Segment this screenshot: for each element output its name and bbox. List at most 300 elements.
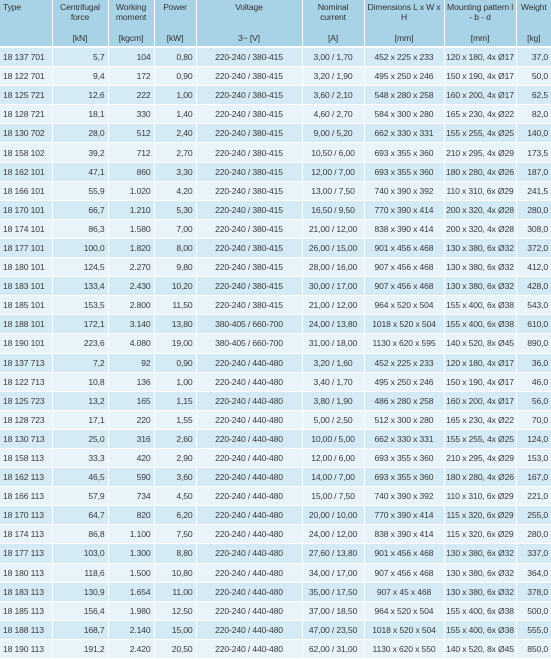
cell-power: 13,80 [154, 315, 196, 334]
cell-mounting-pattern: 110 x 310, 6x Ø29 [444, 181, 516, 200]
cell-dimensions: 693 x 355 x 360 [364, 468, 444, 487]
table-row [0, 143, 551, 162]
cell-power: 2,60 [154, 429, 196, 448]
cell-centrifugal-force: 124,5 [52, 258, 108, 277]
cell-mounting-pattern: 180 x 280, 4x Ø26 [444, 468, 516, 487]
cell-voltage: 220-240 / 440-480 [196, 487, 302, 506]
cell-working-moment: 590 [108, 468, 154, 487]
cell-nominal-current: 3,60 / 2,10 [302, 86, 364, 105]
cell-working-moment: 1.020 [108, 181, 154, 200]
cell-power: 9,80 [154, 258, 196, 277]
cell-type: 18 185 113 [0, 601, 52, 620]
cell-power: 3,60 [154, 468, 196, 487]
table-row [0, 391, 551, 410]
cell-type: 18 177 113 [0, 544, 52, 563]
cell-mounting-pattern: 155 x 400, 6x Ø38 [444, 315, 516, 334]
table-row [0, 601, 551, 620]
cell-voltage: 220-240 / 380-415 [196, 277, 302, 296]
cell-centrifugal-force: 25,0 [52, 429, 108, 448]
cell-dimensions: 770 x 390 x 414 [364, 200, 444, 219]
table-row [0, 181, 551, 200]
cell-type: 18 183 101 [0, 277, 52, 296]
cell-dimensions: 740 x 390 x 392 [364, 487, 444, 506]
cell-power: 1,40 [154, 105, 196, 124]
cell-weight: 255,0 [516, 506, 551, 525]
cell-mounting-pattern: 115 x 320, 6x Ø29 [444, 506, 516, 525]
cell-power: 0,90 [154, 353, 196, 372]
table-row [0, 105, 551, 124]
table-row [0, 296, 551, 315]
cell-weight: 850,0 [516, 639, 551, 658]
col-header-mounting-pattern: Mounting pattern l - b - d [444, 0, 516, 32]
cell-power: 10,20 [154, 277, 196, 296]
cell-type: 18 190 113 [0, 639, 52, 658]
unit-power: [kW] [154, 32, 196, 47]
cell-dimensions: 964 x 520 x 504 [364, 296, 444, 315]
cell-voltage: 220-240 / 440-480 [196, 563, 302, 582]
table-row [0, 563, 551, 582]
table-row [0, 162, 551, 181]
cell-type: 18 137 701 [0, 47, 52, 67]
cell-dimensions: 1130 x 620 x 595 [364, 334, 444, 353]
cell-dimensions: 770 x 390 x 414 [364, 506, 444, 525]
cell-weight: 36,0 [516, 353, 551, 372]
cell-voltage: 220-240 / 440-480 [196, 448, 302, 467]
header-row [0, 0, 551, 32]
cell-weight: 412,0 [516, 258, 551, 277]
cell-centrifugal-force: 39,2 [52, 143, 108, 162]
table-row [0, 525, 551, 544]
cell-voltage: 220-240 / 440-480 [196, 410, 302, 429]
unit-working-moment: [kgcm] [108, 32, 154, 47]
cell-voltage: 220-240 / 440-480 [196, 353, 302, 372]
cell-weight: 37,0 [516, 47, 551, 67]
cell-weight: 56,0 [516, 391, 551, 410]
cell-centrifugal-force: 64,7 [52, 506, 108, 525]
cell-dimensions: 662 x 330 x 331 [364, 429, 444, 448]
cell-type: 18 137 713 [0, 353, 52, 372]
cell-centrifugal-force: 18,1 [52, 105, 108, 124]
cell-centrifugal-force: 168,7 [52, 620, 108, 639]
table-row [0, 238, 551, 257]
cell-dimensions: 1018 x 520 x 504 [364, 620, 444, 639]
cell-power: 8,00 [154, 238, 196, 257]
cell-dimensions: 452 x 225 x 233 [364, 353, 444, 372]
table-row [0, 86, 551, 105]
cell-type: 18 162 101 [0, 162, 52, 181]
cell-type: 18 128 721 [0, 105, 52, 124]
cell-power: 0,90 [154, 67, 196, 86]
cell-mounting-pattern: 130 x 380, 6x Ø32 [444, 277, 516, 296]
table-row [0, 258, 551, 277]
cell-working-moment: 1.210 [108, 200, 154, 219]
cell-mounting-pattern: 130 x 380, 6x Ø32 [444, 582, 516, 601]
cell-working-moment: 420 [108, 448, 154, 467]
cell-centrifugal-force: 103,0 [52, 544, 108, 563]
cell-mounting-pattern: 130 x 380, 6x Ø32 [444, 544, 516, 563]
cell-type: 18 158 102 [0, 143, 52, 162]
cell-weight: 364,0 [516, 563, 551, 582]
cell-power: 4,20 [154, 181, 196, 200]
cell-mounting-pattern: 155 x 255, 4x Ø25 [444, 429, 516, 448]
cell-nominal-current: 24,00 / 13,80 [302, 315, 364, 334]
cell-mounting-pattern: 140 x 520, 8x Ø45 [444, 334, 516, 353]
cell-type: 18 188 101 [0, 315, 52, 334]
cell-power: 2,70 [154, 143, 196, 162]
cell-centrifugal-force: 86,3 [52, 219, 108, 238]
cell-weight: 50,0 [516, 67, 551, 86]
cell-voltage: 220-240 / 440-480 [196, 506, 302, 525]
cell-weight: 337,0 [516, 544, 551, 563]
cell-power: 1,15 [154, 391, 196, 410]
cell-mounting-pattern: 150 x 190, 4x Ø17 [444, 67, 516, 86]
cell-dimensions: 907 x 456 x 468 [364, 563, 444, 582]
cell-weight: 428,0 [516, 277, 551, 296]
cell-working-moment: 512 [108, 124, 154, 143]
cell-mounting-pattern: 200 x 320, 4x Ø28 [444, 200, 516, 219]
cell-type: 18 128 723 [0, 410, 52, 429]
table-row [0, 487, 551, 506]
cell-voltage: 220-240 / 440-480 [196, 639, 302, 658]
cell-voltage: 220-240 / 440-480 [196, 620, 302, 639]
table-row [0, 620, 551, 639]
cell-centrifugal-force: 133,4 [52, 277, 108, 296]
cell-working-moment: 712 [108, 143, 154, 162]
cell-dimensions: 452 x 225 x 233 [364, 47, 444, 67]
col-header-voltage: Voltage [196, 0, 302, 32]
cell-mounting-pattern: 120 x 180, 4x Ø17 [444, 47, 516, 67]
table-row [0, 353, 551, 372]
cell-weight: 308,0 [516, 219, 551, 238]
cell-mounting-pattern: 155 x 400, 6x Ø38 [444, 620, 516, 639]
cell-type: 18 174 113 [0, 525, 52, 544]
cell-working-moment: 1.820 [108, 238, 154, 257]
cell-centrifugal-force: 17,1 [52, 410, 108, 429]
cell-working-moment: 2.800 [108, 296, 154, 315]
cell-mounting-pattern: 160 x 200, 4x Ø17 [444, 86, 516, 105]
cell-mounting-pattern: 130 x 380, 6x Ø32 [444, 563, 516, 582]
cell-centrifugal-force: 5,7 [52, 47, 108, 67]
cell-weight: 890,0 [516, 334, 551, 353]
cell-centrifugal-force: 9,4 [52, 67, 108, 86]
unit-weight: [kg] [516, 32, 551, 47]
cell-dimensions: 693 x 355 x 360 [364, 162, 444, 181]
cell-power: 1,55 [154, 410, 196, 429]
cell-voltage: 220-240 / 440-480 [196, 391, 302, 410]
cell-mounting-pattern: 165 x 230, 4x Ø22 [444, 105, 516, 124]
cell-mounting-pattern: 200 x 320, 4x Ø28 [444, 219, 516, 238]
table-row [0, 219, 551, 238]
cell-dimensions: 693 x 355 x 360 [364, 448, 444, 467]
unit-mounting-pattern: [mm] [444, 32, 516, 47]
cell-mounting-pattern: 115 x 320, 6x Ø29 [444, 525, 516, 544]
cell-nominal-current: 3,20 / 1,90 [302, 67, 364, 86]
cell-power: 4,50 [154, 487, 196, 506]
cell-type: 18 130 713 [0, 429, 52, 448]
table-row [0, 124, 551, 143]
cell-dimensions: 740 x 390 x 392 [364, 181, 444, 200]
cell-nominal-current: 14,00 / 7,00 [302, 468, 364, 487]
table-row [0, 506, 551, 525]
cell-nominal-current: 3,20 / 1,60 [302, 353, 364, 372]
table-body [0, 47, 551, 659]
cell-mounting-pattern: 120 x 180, 4x Ø17 [444, 353, 516, 372]
col-header-power: Power [154, 0, 196, 32]
cell-voltage: 220-240 / 380-415 [196, 105, 302, 124]
cell-working-moment: 2.430 [108, 277, 154, 296]
cell-power: 1,00 [154, 372, 196, 391]
cell-nominal-current: 34,00 / 17,00 [302, 563, 364, 582]
cell-voltage: 220-240 / 380-415 [196, 181, 302, 200]
table-row [0, 429, 551, 448]
cell-dimensions: 838 x 390 x 414 [364, 219, 444, 238]
cell-power: 5,30 [154, 200, 196, 219]
cell-weight: 280,0 [516, 200, 551, 219]
cell-nominal-current: 10,00 / 5,00 [302, 429, 364, 448]
col-header-type: Type [0, 0, 52, 32]
cell-weight: 555,0 [516, 620, 551, 639]
cell-power: 11,00 [154, 582, 196, 601]
cell-nominal-current: 13,00 / 7,50 [302, 181, 364, 200]
cell-centrifugal-force: 66,7 [52, 200, 108, 219]
cell-centrifugal-force: 55,9 [52, 181, 108, 200]
cell-centrifugal-force: 191,2 [52, 639, 108, 658]
cell-dimensions: 907 x 45 x 468 [364, 582, 444, 601]
col-header-working-moment: Working moment [108, 0, 154, 32]
cell-working-moment: 222 [108, 86, 154, 105]
table-row [0, 582, 551, 601]
cell-weight: 124,0 [516, 429, 551, 448]
cell-working-moment: 172 [108, 67, 154, 86]
cell-dimensions: 486 x 280 x 258 [364, 391, 444, 410]
cell-mounting-pattern: 155 x 400, 6x Ø38 [444, 296, 516, 315]
cell-weight: 187,0 [516, 162, 551, 181]
cell-centrifugal-force: 12,6 [52, 86, 108, 105]
cell-working-moment: 4.080 [108, 334, 154, 353]
cell-working-moment: 2.270 [108, 258, 154, 277]
cell-nominal-current: 15,00 / 7,50 [302, 487, 364, 506]
cell-type: 18 125 723 [0, 391, 52, 410]
cell-working-moment: 104 [108, 47, 154, 67]
cell-nominal-current: 3,80 / 1,90 [302, 391, 364, 410]
cell-weight: 70,0 [516, 410, 551, 429]
cell-centrifugal-force: 57,9 [52, 487, 108, 506]
cell-centrifugal-force: 223,6 [52, 334, 108, 353]
cell-nominal-current: 47,00 / 23,50 [302, 620, 364, 639]
cell-weight: 153,0 [516, 448, 551, 467]
cell-type: 18 180 113 [0, 563, 52, 582]
cell-working-moment: 1.580 [108, 219, 154, 238]
table-row [0, 67, 551, 86]
cell-weight: 500,0 [516, 601, 551, 620]
unit-centrifugal-force: [kN] [52, 32, 108, 47]
cell-dimensions: 907 x 456 x 468 [364, 258, 444, 277]
cell-working-moment: 1.500 [108, 563, 154, 582]
cell-nominal-current: 9,00 / 5,20 [302, 124, 364, 143]
cell-working-moment: 860 [108, 162, 154, 181]
cell-working-moment: 2.140 [108, 620, 154, 639]
cell-weight: 167,0 [516, 468, 551, 487]
cell-dimensions: 1130 x 620 x 550 [364, 639, 444, 658]
cell-centrifugal-force: 118,6 [52, 563, 108, 582]
cell-nominal-current: 20,00 / 10,00 [302, 506, 364, 525]
cell-centrifugal-force: 13,2 [52, 391, 108, 410]
cell-nominal-current: 37,00 / 18,50 [302, 601, 364, 620]
cell-working-moment: 220 [108, 410, 154, 429]
table-row [0, 277, 551, 296]
cell-nominal-current: 35,00 / 17,50 [302, 582, 364, 601]
cell-voltage: 220-240 / 440-480 [196, 525, 302, 544]
cell-centrifugal-force: 153,5 [52, 296, 108, 315]
unit-nominal-current: [A] [302, 32, 364, 47]
cell-working-moment: 1.100 [108, 525, 154, 544]
cell-mounting-pattern: 155 x 400, 6x Ø38 [444, 601, 516, 620]
cell-nominal-current: 21,00 / 12,00 [302, 296, 364, 315]
cell-weight: 372,0 [516, 238, 551, 257]
cell-mounting-pattern: 140 x 520, 8x Ø45 [444, 639, 516, 658]
cell-dimensions: 693 x 355 x 360 [364, 143, 444, 162]
cell-nominal-current: 3,40 / 1,70 [302, 372, 364, 391]
cell-mounting-pattern: 160 x 200, 4x Ø17 [444, 391, 516, 410]
cell-working-moment: 734 [108, 487, 154, 506]
cell-power: 12,50 [154, 601, 196, 620]
cell-nominal-current: 26,00 / 15,00 [302, 238, 364, 257]
cell-centrifugal-force: 28,0 [52, 124, 108, 143]
cell-voltage: 220-240 / 380-415 [196, 143, 302, 162]
cell-working-moment: 820 [108, 506, 154, 525]
cell-working-moment: 3.140 [108, 315, 154, 334]
cell-type: 18 122 713 [0, 372, 52, 391]
cell-voltage: 220-240 / 440-480 [196, 429, 302, 448]
cell-centrifugal-force: 10,8 [52, 372, 108, 391]
cell-dimensions: 495 x 250 x 246 [364, 67, 444, 86]
cell-weight: 140,0 [516, 124, 551, 143]
cell-voltage: 380-405 / 660-700 [196, 315, 302, 334]
cell-voltage: 220-240 / 380-415 [196, 258, 302, 277]
cell-power: 19,00 [154, 334, 196, 353]
cell-mounting-pattern: 110 x 310, 6x Ø29 [444, 487, 516, 506]
cell-mounting-pattern: 210 x 295, 4x Ø29 [444, 448, 516, 467]
cell-voltage: 220-240 / 380-415 [196, 238, 302, 257]
cell-weight: 62,5 [516, 86, 551, 105]
cell-centrifugal-force: 100,0 [52, 238, 108, 257]
cell-dimensions: 584 x 300 x 280 [364, 105, 444, 124]
table-row [0, 372, 551, 391]
cell-power: 0,80 [154, 47, 196, 67]
cell-weight: 280,0 [516, 525, 551, 544]
cell-nominal-current: 10,50 / 6,00 [302, 143, 364, 162]
cell-type: 18 180 101 [0, 258, 52, 277]
cell-centrifugal-force: 156,4 [52, 601, 108, 620]
cell-voltage: 220-240 / 380-415 [196, 67, 302, 86]
cell-dimensions: 495 x 250 x 246 [364, 372, 444, 391]
cell-voltage: 220-240 / 440-480 [196, 468, 302, 487]
cell-dimensions: 512 x 300 x 280 [364, 410, 444, 429]
cell-type: 18 166 101 [0, 181, 52, 200]
cell-nominal-current: 62,00 / 31,00 [302, 639, 364, 658]
cell-mounting-pattern: 180 x 280, 4x Ø26 [444, 162, 516, 181]
table-row [0, 315, 551, 334]
cell-nominal-current: 21,00 / 12,00 [302, 219, 364, 238]
cell-type: 18 183 113 [0, 582, 52, 601]
unit-type [0, 32, 52, 47]
cell-centrifugal-force: 47,1 [52, 162, 108, 181]
cell-power: 1,00 [154, 86, 196, 105]
cell-mounting-pattern: 155 x 255, 4x Ø25 [444, 124, 516, 143]
cell-nominal-current: 12,00 / 6,00 [302, 448, 364, 467]
table-row [0, 468, 551, 487]
cell-power: 2,90 [154, 448, 196, 467]
cell-type: 18 177 101 [0, 238, 52, 257]
cell-weight: 543,0 [516, 296, 551, 315]
cell-dimensions: 1018 x 520 x 504 [364, 315, 444, 334]
cell-voltage: 220-240 / 440-480 [196, 601, 302, 620]
cell-power: 10,80 [154, 563, 196, 582]
cell-voltage: 220-240 / 440-480 [196, 372, 302, 391]
cell-power: 7,00 [154, 219, 196, 238]
col-header-nominal-current: Nominal current [302, 0, 364, 32]
cell-voltage: 220-240 / 380-415 [196, 219, 302, 238]
cell-weight: 378,0 [516, 582, 551, 601]
cell-working-moment: 316 [108, 429, 154, 448]
table-row [0, 47, 551, 67]
cell-centrifugal-force: 86,8 [52, 525, 108, 544]
cell-working-moment: 1.980 [108, 601, 154, 620]
cell-nominal-current: 12,00 / 7,00 [302, 162, 364, 181]
cell-voltage: 220-240 / 380-415 [196, 124, 302, 143]
cell-mounting-pattern: 130 x 380, 6x Ø32 [444, 258, 516, 277]
cell-power: 11,50 [154, 296, 196, 315]
cell-centrifugal-force: 46,5 [52, 468, 108, 487]
cell-nominal-current: 3,00 / 1,70 [302, 47, 364, 67]
cell-centrifugal-force: 130,9 [52, 582, 108, 601]
table-row [0, 200, 551, 219]
cell-dimensions: 901 x 456 x 468 [364, 238, 444, 257]
cell-type: 18 158 113 [0, 448, 52, 467]
cell-power: 3,30 [154, 162, 196, 181]
cell-working-moment: 1.300 [108, 544, 154, 563]
cell-type: 18 170 113 [0, 506, 52, 525]
cell-voltage: 220-240 / 380-415 [196, 296, 302, 315]
cell-weight: 46,0 [516, 372, 551, 391]
cell-voltage: 220-240 / 440-480 [196, 544, 302, 563]
cell-dimensions: 662 x 330 x 331 [364, 124, 444, 143]
cell-mounting-pattern: 150 x 190, 4x Ø17 [444, 372, 516, 391]
table-row [0, 334, 551, 353]
cell-voltage: 220-240 / 380-415 [196, 162, 302, 181]
cell-mounting-pattern: 130 x 380, 6x Ø32 [444, 238, 516, 257]
cell-power: 2,40 [154, 124, 196, 143]
cell-type: 18 174 101 [0, 219, 52, 238]
cell-working-moment: 330 [108, 105, 154, 124]
cell-type: 18 185 101 [0, 296, 52, 315]
cell-nominal-current: 5,00 / 2,50 [302, 410, 364, 429]
cell-nominal-current: 31,00 / 18,00 [302, 334, 364, 353]
cell-weight: 82,0 [516, 105, 551, 124]
cell-working-moment: 136 [108, 372, 154, 391]
cell-power: 15,00 [154, 620, 196, 639]
cell-working-moment: 92 [108, 353, 154, 372]
unit-row [0, 32, 551, 47]
table-row [0, 448, 551, 467]
cell-type: 18 166 113 [0, 487, 52, 506]
unit-dimensions: [mm] [364, 32, 444, 47]
cell-power: 20,50 [154, 639, 196, 658]
cell-type: 18 170 101 [0, 200, 52, 219]
cell-type: 18 122 701 [0, 67, 52, 86]
cell-dimensions: 901 x 456 x 468 [364, 544, 444, 563]
col-header-dimensions: Dimensions L x W x H [364, 0, 444, 32]
